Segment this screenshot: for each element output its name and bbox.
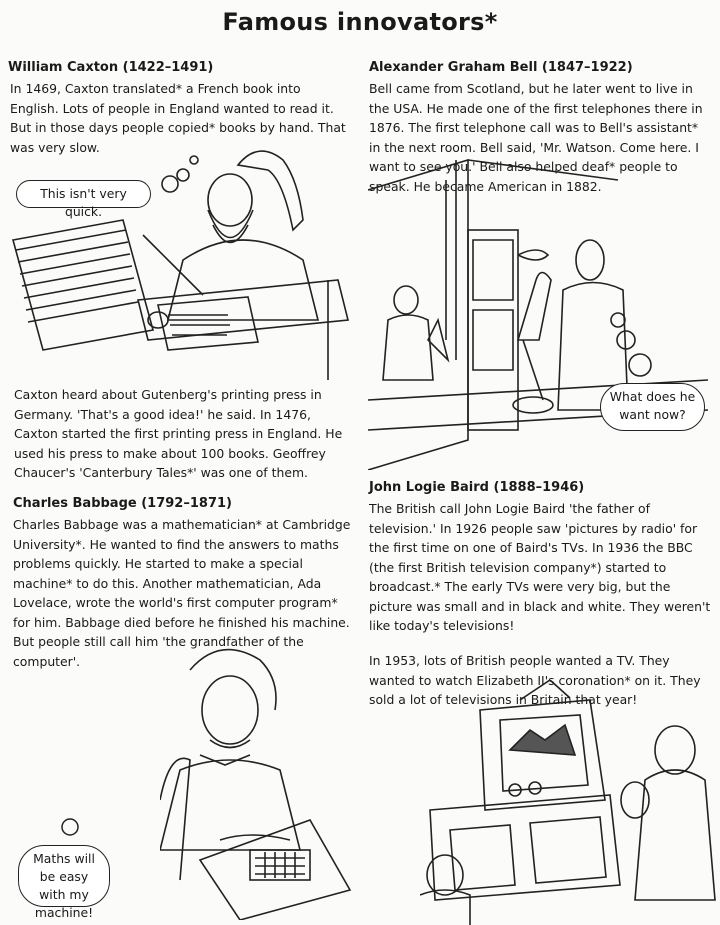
baird-heading: John Logie Baird (1888–1946) (369, 480, 585, 495)
caxton-speech-bubble: This isn't very quick. (16, 180, 151, 208)
baird-paragraph-1: The British call John Logie Baird 'the father of television.' In 1926 people saw 'pictures by radio' for the first time on one of Baird's TVs. In 1936 the BBC (the first British television company*) started to broadcast.* The early TVs were very big, but the picture was small and in black and white. They weren't like today's televisions! (369, 501, 711, 633)
baird-drawing (420, 680, 720, 925)
bell-speech-bubble: What does he want now? (600, 383, 705, 431)
babbage-thought-dot (55, 812, 85, 842)
caxton-paragraph-1: In 1469, Caxton translated* a French book into English. Lots of people in England wanted to read it. But in those days people copied* books by hand. That was very slow. (10, 81, 346, 155)
baird-paragraph-2: In 1953, lots of British people wanted a TV. They wanted to watch Elizabeth II's coronation* on it. They sold a lot of televisions in Britain that year! (369, 653, 701, 707)
babbage-illustration (160, 630, 360, 920)
caxton-heading: William Caxton (1422–1491) (8, 60, 214, 75)
caxton-illustration (8, 140, 358, 380)
bell-paragraph-1: Bell came from Scotland, but he later went to live in the USA. He made one of the first telephones there in 1876. The first telephone call was to Bell's assistant* in the next room. Bell said, 'Mr. Watson. Come here. I want to see you.' Bell also helped deaf* people to speak. He became American in 1882. (369, 81, 703, 194)
babbage-heading: Charles Babbage (1792–1871) (13, 496, 232, 511)
page-title: Famous innovators* (222, 8, 498, 36)
babbage-paragraph-1: Charles Babbage was a mathematician* at Cambridge University*. He wanted to find the answers to maths problems quickly. He started to make a special machine* to do this. Another mathematician, Ada Lovelace, wrote the world's first computer program* for him. Babbage died before he finished his machine. But people still call him 'the grandfather of the computer'. (13, 517, 351, 669)
caxton-paragraph-2: Caxton heard about Gutenberg's printing press in Germany. 'That's a good idea!' he said. In 1476, Caxton started the first printing press in England. He used his press to make about 100 books. Geoffrey Chaucer's 'Canterbury Tales*' was one of them. (14, 387, 343, 480)
babbage-drawing (160, 630, 360, 920)
babbage-speech-bubble: Maths will be easy with my machine! (18, 845, 110, 907)
baird-illustration (420, 680, 720, 925)
bell-heading: Alexander Graham Bell (1847–1922) (369, 60, 633, 75)
caxton-drawing (8, 140, 358, 380)
